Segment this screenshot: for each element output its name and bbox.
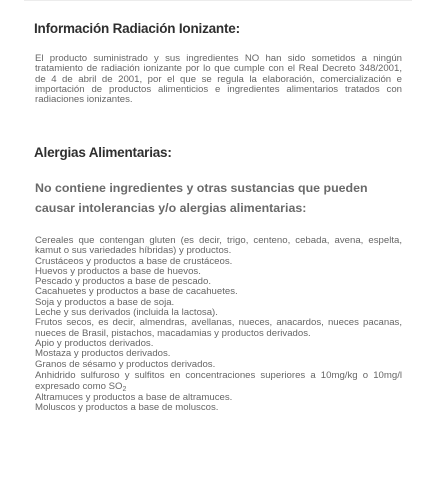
- allergen-item-milk: Leche y sus derivados (incluida la lactosa).: [35, 307, 218, 319]
- allergen-item-gluten: Cereales que contengan gluten (es decir, trigo, centeno, cebada, avena, espelta, kamut o sus variedades híbridas) y productos.: [35, 235, 402, 257]
- sulfites-text: Anhidrido sulfuroso y sulfitos en concentraciones superiores a 10mg/kg o 10mg/l expresado como SO: [35, 369, 402, 393]
- allergen-item-mustard: Mostaza y productos derivados.: [35, 348, 171, 360]
- allergies-section-title: Alergias Alimentarias:: [34, 145, 172, 160]
- sulfites-subscript: 2: [122, 386, 127, 394]
- radiation-paragraph: El producto suministrado y sus ingredientes NO han sido sometidos a ningún tratamiento de radiación ionizante por lo que cumple con el Real Decreto 348/2001, de 4 de abril de 2001, por el que se regula la elaboración, comercialización e importación de productos alimenticios e ingredientes alimentarios tratados con radiaciones ionizantes.: [35, 53, 402, 106]
- allergen-item-nuts: Frutos secos, es decir, almendras, avellanas, nueces, anacardos, nueces pacanas, nueces de Brasil, pistachos, macadamias y productos derivados.: [35, 317, 402, 339]
- allergen-item-molluscs: Moluscos y productos a base de moluscos.: [35, 402, 219, 414]
- allergen-item-sulfites: [35, 370, 402, 393]
- allergen-item-soy: Soja y productos a base de soja.: [35, 296, 175, 308]
- allergen-item-lupin: Altramuces y productos a base de altramuces.: [35, 391, 233, 403]
- allergen-list: [35, 236, 402, 413]
- top-divider: [24, 0, 412, 1]
- allergies-subtitle: No contiene ingredientes y otras sustancias que pueden causar intolerancias y/o alergias alimentarias:: [35, 181, 368, 215]
- allergen-item-crustaceans: Crustáceos y productos a base de crustáceos.: [35, 255, 233, 267]
- radiation-section-title: Información Radiación Ionizante:: [34, 21, 240, 36]
- allergen-item-sesame: Granos de sésamo y productos derivados.: [35, 358, 216, 370]
- allergen-item-fish: Pescado y productos a base de pescado.: [35, 276, 212, 288]
- allergen-item-peanuts: Cacahuetes y productos a base de cacahuetes.: [35, 286, 238, 298]
- allergen-item-eggs: Huevos y productos a base de huevos.: [35, 265, 201, 277]
- allergen-item-celery: Apio y productos derivados.: [35, 337, 154, 349]
